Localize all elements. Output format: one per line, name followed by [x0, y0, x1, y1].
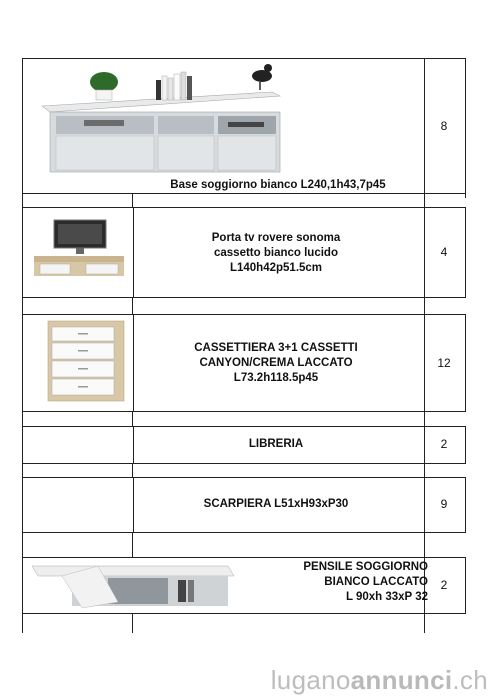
item-description-line: L73.2h118.5p45: [233, 372, 319, 384]
image-separator: [133, 427, 134, 463]
watermark-logo: [271, 665, 488, 696]
tv-stand-image: [30, 216, 128, 284]
item-description-line: SCARPIERA L51xH93xP30: [203, 498, 349, 510]
item-description: [166, 341, 386, 386]
item-description-line: L 90xh 33xP 32: [345, 591, 428, 603]
item-description-line: PENSILE SOGGIORNO: [303, 561, 428, 573]
wall-cabinet-image: [28, 562, 234, 610]
item-quantity: 12: [437, 356, 451, 370]
item-description-line: CANYON/CREMA LACCATO: [199, 357, 353, 369]
item-description: [176, 231, 376, 276]
watermark-part: annunci: [350, 665, 453, 695]
item-description: [176, 437, 376, 452]
image-separator: [133, 315, 134, 411]
item-description-line: BIANCO LACCATO: [324, 576, 428, 588]
item-quantity: 2: [440, 437, 448, 451]
item-description: [272, 560, 428, 605]
image-separator: [133, 478, 134, 532]
chest-of-drawers-image: [44, 319, 128, 403]
item-quantity: 2: [440, 578, 448, 592]
item-description-line: LIBRERIA: [248, 438, 304, 450]
item-description-line: Base soggiorno bianco L240,1h43,7p45: [170, 179, 386, 191]
item-description-line: L140h42p51.5cm: [229, 262, 323, 274]
item-description: [166, 497, 386, 512]
watermark-part: .ch: [452, 665, 488, 695]
item-quantity: 9: [440, 497, 448, 511]
item-quantity: 8: [440, 119, 448, 133]
item-description: [138, 178, 418, 193]
image-separator: [133, 208, 134, 297]
item-quantity: 4: [440, 245, 448, 259]
watermark-part: lugano: [270, 665, 351, 695]
item-description-line: cassetto bianco lucido: [214, 247, 338, 259]
tv-base-cabinet-image: [36, 62, 286, 190]
item-description-line: Porta tv rovere sonoma: [211, 232, 341, 244]
item-description-line: CASSETTIERA 3+1 CASSETTI: [194, 342, 358, 354]
